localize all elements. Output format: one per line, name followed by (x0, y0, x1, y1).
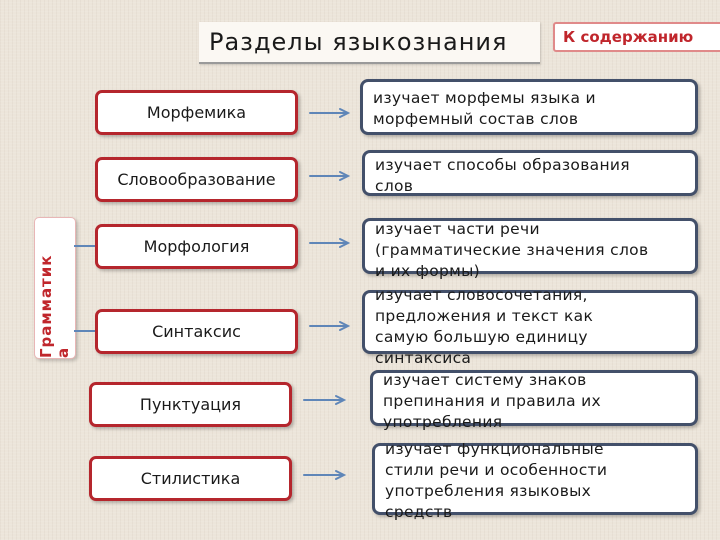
grammar-label: Грамматик а (37, 254, 72, 358)
arrow-icon (304, 471, 344, 479)
contents-button[interactable]: К содержанию (553, 22, 720, 52)
topic-stylistics[interactable]: Стилистика (89, 456, 292, 501)
topic-syntax[interactable]: Синтаксис (95, 309, 298, 354)
description-morphology-text: изучает части речи (грамматические значения слов и их формы) (375, 220, 649, 280)
arrow-icon (310, 109, 348, 117)
description-syntax-text: изучает словосочетания, предложения и текст как самую большую единицу синтаксиса (375, 286, 594, 367)
topic-punctuation[interactable]: Пунктуация (89, 382, 292, 427)
arrow-icon (310, 322, 348, 330)
description-word-formation-text: изучает способы образования слов (375, 156, 630, 195)
topic-morphemics[interactable]: Морфемика (95, 90, 298, 135)
description-punctuation-text: изучает систему знаков препинания и правила их употребления (383, 371, 601, 431)
description-morphemics-text: изучает морфемы языка и морфемный состав слов (373, 89, 596, 128)
arrow-icon (310, 239, 348, 247)
description-stylistics-text: изучает функциональные стили речи и особенности употребления языковых средств (385, 440, 608, 521)
arrow-icon (310, 172, 348, 180)
topic-word-formation[interactable]: Словообразование (95, 157, 298, 202)
topic-morphology[interactable]: Морфология (95, 224, 298, 269)
page-title: Разделы языкознания (199, 22, 540, 64)
arrow-icon (304, 396, 344, 404)
